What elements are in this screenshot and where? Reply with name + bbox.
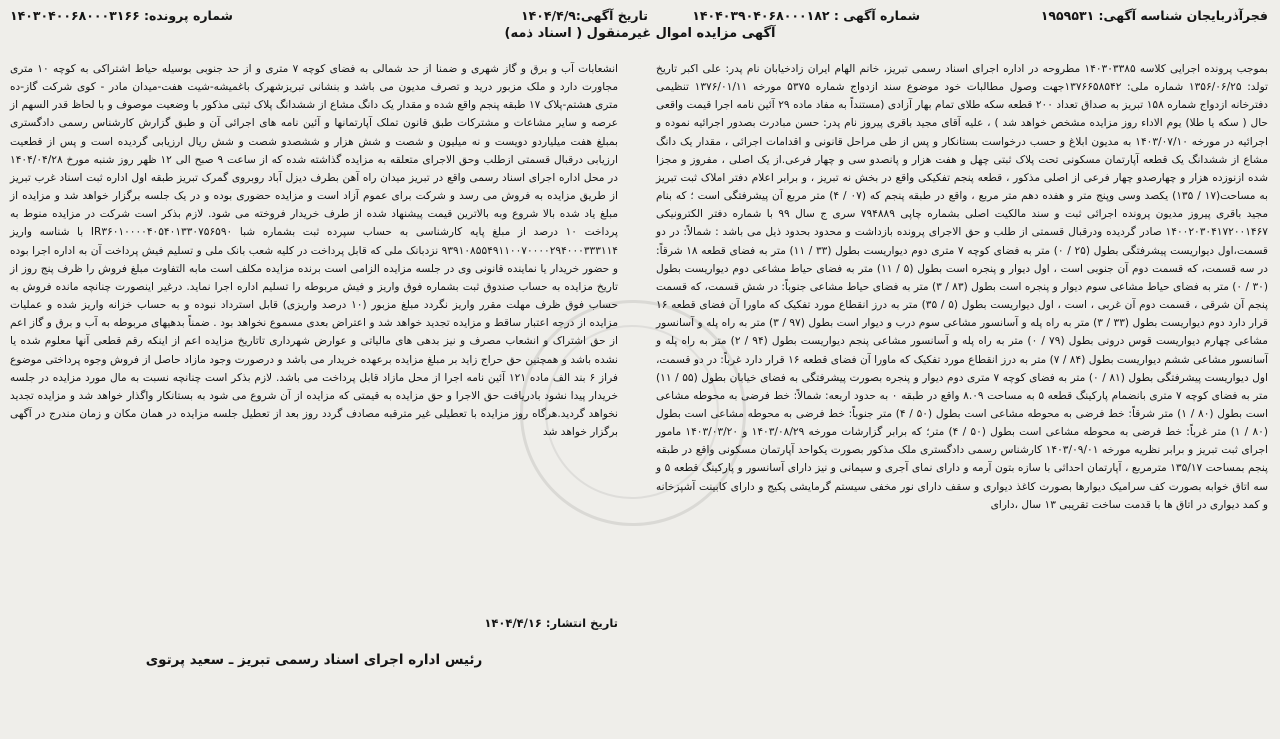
ad-number: شماره آگهی : ۱۴۰۴۰۳۹۰۴۰۶۸۰۰۰۱۸۲ <box>692 8 920 23</box>
publish-date: تاریخ انتشار: ۱۴۰۴/۴/۱۶ <box>484 616 618 630</box>
newspaper-id: فجرآذربایجان شناسه آگهی: ۱۹۵۹۵۳۱ <box>1040 8 1268 23</box>
file-number: شماره پرونده: ۱۴۰۳۰۴۰۰۶۸۰۰۰۳۱۶۶ <box>10 8 233 23</box>
body-right-text: بموجب پرونده اجرایی کلاسه ۱۴۰۳۰۳۳۸۵ مطروحه در اداره اجرای اسناد رسمی تبریز، خانم الهام ایران زادخیابان نام پدر: علی اکبر تاریخ تولد: ۱۳۵۶/۰۶/۲۵ شماره ملی: ۱۳۷۶۶۵۸۵۴۲جهت وصول مطالبات خود موضوع سند ازدواج شماره ۵۳۷۵ مورخه ۱۳۷۶/۰۱/۱۱ تنظیمی دفترخانه ازدواج شماره ۱۵۸ تبریز به صداق تعداد ۲۰۰ قطعه سکه طلای تمام بهار آزادی (مستنداً به مفاد ماده ۲۹ آئین نامه اجرا قیمت واقعی حال ( سکه یا طلا) یوم الاداء روز مزایده مشخص خواهد شد ) ، علیه آقای مجید باقری پیروز نام پدر: حسن مبادرت بصدور اجرائیه نموده و اجرائیه در مورخه ۱۴۰۳/۰۷/۱۰ به مدیون ابلاغ و حسب درخواست بستانکار و پس از طی مراحل قانونی و اقدامات اجرائی ، مقدار یک دانگ مشاع از ششدانگ یک قطعه آپارتمان مسکونی تحت پلاک ثبتی چهل و هفت هزار و پانصدو سی و چهار فرعی.از یک اصلی ، مفروز و مجزا شده ازنوزده هزار و چهارصدو چهار فرعی از اصلی مذکور ، قطعه پنجم تفکیکی واقع در بخش نه تبریز ، و برابر اعلام دفتر املاک ثبت تبریز به مساحت(۱۷ / ۱۳۵) یکصد وسی وپنج متر و هفده دهم متر مربع ، واقع در طبقه پنجم که (۰۷ / ۴) متر مربع آن پیشرفتگی است ؛ که بنام مجید باقری پیروز مدیون پرونده اجرائی ثبت و سند مالکیت اصلی بشماره چاپی ۷۹۴۸۸۹ سری ج سال ۹۹ با شماره دفتر الکترونیکی ۱۴۰۰۲۰۳۰۴۱۷۲۰۰۱۴۶۷ صادر گردیده ودرقبال قسمتی از طلب و حق الاجرای پرونده بازداشت و محدود بحدود ذیل می باشد : شمالاً: در دو قسمت،اول دیواریست پیشرفتگی بطول (۲۵ / ۰) متر به فضای کوچه ۷ متری دوم دیواریست بطول (۳۳ / ۱۱) متر به فضای قطعه ۱۸ شرقاً: در سه قسمت، که قسمت دوم آن جنوبی است ، اول دیوار و پنجره است بطول (۵ / ۱۱) متر به فضای حیاط مشاعی دوم دیواریست بطول (۳۰ / ۰) متر به فضای حیاط مشاعی سوم دیوار و پنجره است بطول (۸۳ / ۳) متر به فضای حیاط مشاعی جنوباً: در شش قسمت، که قسمت پنجم آن شرقی ، قسمت دوم آن غربی ، است ، اول دیواریست بطول (۵ / ۳۵) متر به درز انقطاع مورد تفکیک که ماورا آن فضای قطعه ۱۶ قرار دارد دوم دیواریست بطول (۳۳ / ۳) متر به راه پله و آسانسور مشاعی سوم درب و دیوار است بطول (۹۷ / ۳) متر به راه پله و آسانسور مشاعی چهارم دیواریست قوس درونی بطول (۷۹ / ۰) متر به راه پله و آسانسور مشاعی پنجم دیواریست بطول (۹۴ / ۲) متر به راه پله و آسانسور مشاعی ششم دیواریست بطول (۸۴ / ۷) متر به درز انقطاع مورد تفکیک که ماورا آن فضای قطعه ۱۶ قرار دارد غرباً: در دو قسمت، اول دیواریست پیشرفتگی بطول (۸۱ / ۰) متر به فضای کوچه ۷ متری دوم دیوار و پنجره بصورت پیشرفتگی به فضای خیابان بطول (۵۵ / ۱۱) متر به فضای کوچه ۷ متری بانضمام پارکینگ قطعه ۵ به مساحت ۸.۰۹ واقع در طبقه ۰ به حدود اربعه: شمالاً: خط فرضی به محوطه مشاعی است بطول (۸۰ / ۱) متر شرقاً: خط فرضی به محوطه مشاعی است بطول (۵۰ / ۴) متر جنوباً: خط فرضی به محوطه مشاعی است بطول (۸۰ / ۱) متر غرباً: خط فرضی به محوطه مشاعی است بطول (۵۰ / ۴) متر؛ که برابر گزارشات مورخه ۱۴۰۳/۰۸/۲۹ و ۱۴۰۳/۰۳/۲۰ مامور اجرای ثبت تبریز و برابر نظریه مورخه ۱۴۰۳/۰۹/۰۱ کارشناس رسمی دادگستری ملک مذکور بصورت یکواحد آپارتمان مسکونی واقع در طبقه پنجم بمساحت ۱۳۵/۱۷ مترمربع ، آپارتمان احداثی با سازه بتون آرمه و دارای نمای آجری و سیمانی و نیز دارای آسانسور و پارکینگ قطعه ۵ و سه اتاق خوابه بصورت کف سرامیک دیوارها بصورت کاغذ دیواری و سقف دارای نور مخفی سیستم گرمایشی پکیج و دارای کابینت آشپزخانه و کمد دیواری در اتاق ها با قدمت ساخت تقریبی ۱۳ سال ،دارای <box>656 63 1269 511</box>
header-line <box>10 8 1268 28</box>
signatory: رئیس اداره اجرای اسناد رسمی تبریز ـ سعید پرتوی <box>145 652 483 668</box>
notice-title: آگهی مزایده اموال غیرمنقول ( اسناد ذمه) <box>504 26 776 41</box>
notice-body-right <box>656 60 1268 514</box>
ad-date: تاریخ آگهی:۱۴۰۴/۴/۹ <box>520 8 648 23</box>
notice-body-left <box>10 60 618 441</box>
body-left-text: انشعابات آب و برق و گاز شهری و ضمنا از حد شمالی به فضای کوچه ۷ متری و از حد جنوبی بوسیله حیاط اشتراکی به کوچه ۱۰ متری مجاورت دارد و ملک مزبور درید و تصرف مدیون می باشد و بنشانی تبریزشهرک باغمیشه-شیت هفت-میدان مادر - کوی شرکت گاز-ده متری هشتم-پلاک ۱۷ طبقه پنجم واقع شده و مقدار یک دانگ مشاع از ششدانگ پلاک ثبتی مذکور با وضعیت موصوف و با لحاظ قدر السهم از عرصه و سایر مشاعات و مشترکات طبق قانون تملک آپارتمانها و آئین نامه های اجرائی آن و طبق گزارش کارشناس رسمی دادگستری بمبلغ هفت میلیاردو دویست و نه میلیون و شصت و شش هزار و ششصدو شصت و شش ریال ارزیابی گردیده است و پس از قطعیت ارزیابی درقبال قسمتی ازطلب وحق الاجرای متعلقه به مزایده گذاشته شده که از ساعت ۹ صبح الی ۱۲ ظهر روز شنبه مورخ ۱۴۰۴/۰۴/۲۸ در محل اداره اجرای اسناد رسمی واقع در تبریز میدان راه آهن بطرف دیزل آباد روبروی گمرک تبریز طبقه اول اداره ثبت اسناد غرب تبریز از طریق مزایده به فروش می رسد و شرکت برای عموم آزاد است و مزایده حضوری بوده و در یک جلسه برگزار خواهد شد و مزایده از مبلغ یاد شده بالا شروع وبه بالاترین قیمت پیشنهاد شده از طرف خریدار فروخته می شود. لازم بذکر است شرکت در مزایده منوط به پرداخت ۱۰ درصد از مبلغ پایه کارشناسی به حساب سپرده ثبت بشماره شبا IR۳۶۰۱۰۰۰۰۴۰۵۴۰۱۳۳۰۷۵۶۵۹۰ با شناسه واریز ۹۳۹۱۰۸۵۵۴۹۱۱۰۰۷۰۰۰۰۲۹۴۰۰۰۳۳۳۱۱۴ نزدبانک ملی که قابل پرداخت در کلیه شعب بانک ملی و تسلیم فیش پرداخت آن به اداره اجرا بوده و حضور خریدار یا نماینده قانونی وی در جلسه مزایده الزامی است برنده مزایده مکلف است مابه التفاوت مبلغ فروش را ظرف پنج روز از تاریخ مزایده به حساب صندوق ثبت بشماره فوق واریز و فیش مربوطه را تسلیم اداره اجرا نماید. درغیر اینصورت چنانچه مانده فروش به حساب فوق ظرف مهلت مقرر واریز نگردد مبلغ مزبور (۱۰ درصد واریزی) قابل استرداد نبوده و به حساب خزانه واریز شده و عملیات مزایده از درجه اعتبار ساقط و مزایده تجدید خواهد شد و اعتراض بعدی مسموع نخواهد بود . ضمناً بدهیهای مربوطه به آب و برق و گاز اعم از حق اشتراک و انشعاب مصرف و نیز بدهی های مالیاتی و عوارض شهرداری تاتاریخ مزایده اعم از اینکه رقم قطعی آنها معلوم شده یا نشده باشد و همچنین حق حراج زاید بر مبلغ مزایده برعهده خریدار می باشد و درصورت وجود مازاد حاصل از فروش وجوه پرداختی موضوع فراز ۶ بند الف ماده ۱۲۱ آئین نامه اجرا از محل مازاد قابل پرداخت می باشد. لازم بذکر است چنانچه نسبت به مال مورد مزایده در جلسه خریدار پیدا نشود بادریافت حق الاجرا و حق مزایده به قیمتی که مزایده از آن شروع می شود به بستانکار واگذار خواهد شد و مزایده تجدید نخواهد گردید.هرگاه روز مزایده با تعطیلی غیر مترقبه مصادف گردد روز بعد از تعطیل جلسه مزایده در همان مکان و زمان مندرج در آگهی برگزار خواهد شد <box>10 63 619 439</box>
